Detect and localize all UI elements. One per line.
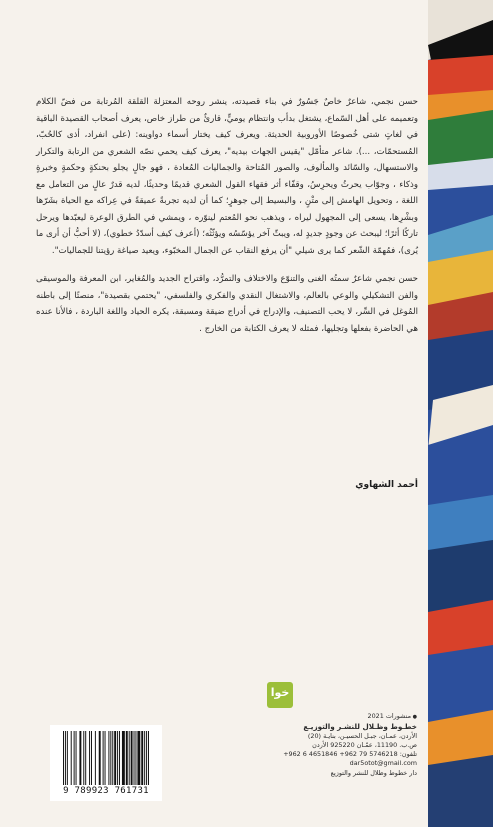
publisher-name: خطـوط وظـلال للنشـر والتوزيـع [303, 722, 417, 732]
barcode-bar [67, 731, 68, 785]
barcode-bar [89, 731, 90, 785]
barcode-icon [63, 731, 149, 785]
publisher-pobox: ص.ب. 11190، عمّـان 925220 الأردن [312, 740, 417, 749]
barcode-bar [126, 731, 128, 785]
publisher-facebook: دار خطوط وظلال للنشر والتوزيع [330, 768, 417, 777]
author-signature: أحمد الشهاوي [355, 480, 418, 490]
publisher-address: الأردن، عمـان، جبـل الحسيـن، بنايـة (20) [307, 731, 417, 740]
barcode-bar [85, 731, 86, 785]
barcode-bar [74, 731, 75, 785]
publisher-logo [267, 682, 293, 708]
abstract-painting [428, 0, 493, 827]
blurb-paragraph-1: حسن نجمي، شاعرٌ خاصٌ جَسُورٌ في بناء قصيدته، ينشر روحه المعتزلة القلقة المُرتابة من فضّ الكلام وتعميمه على أهل السّماع، يشتغل بدأب وانتظام يوميٍّ، قارئٌ من طراز خاص، يعرف أصحاب القصيدة الباقية في لغاتٍ شتى خُصوصًا الأوروبية الحديثة. ويعرف كيف يختار أسماء دواوينه: (على انفراد، أذى كالحُبّ، المُستحمّات، ...). شاعر متأمّل "يقيس الجهات بيديه"، يعرف كيف يحمي نصّه الشعري من الرتابة والتكرار والاستسهال، والسّائد والمألوف، والصور المُتاحة والجماليات المُعادة ، فهو جالٍ يجلو بحنكةٍ وحكمةٍ وخبرةٍ وذكاء ، وجوّاب يحرثُ ويحرِسُ، وقفّاء أثر فقهاء القول الشعري قديمًا وحديثًا، لديه قدرٌ عالٍ من التعامل مع اللغة ، وتحويل الهامش إلى متْنٍ ، والبسيط إلى جوهرٍ؛ كما أن لديه تجربةً عميقةً في عِراكه مع الحياة بشَرّها وبشْرِها، يسعى إلى المجهول ليراه ، ويذهب نحو المُعتم لينوّره ، ويمشي في الطرق الوعرة ليعبّدها ويرحل تاركًا أثرًا؛ ليبحث عن وجودٍ جديدٍ له، ويبثّ آخر يؤسّسُه ويؤثّثُه؛ (أعرف كيف أسدّدُ خطوي)، (لا أحبُّ أن أرى ما يُرى)، فمُهمّة الشّعر كما يرى شيلي "أن يرفع النقاب عن الجمال المخبّوء، ويعيد صياغة رؤيتنا للجماليات". [36, 97, 418, 256]
barcode-bar [76, 731, 77, 785]
isbn-number: 9 789923 761731 [63, 786, 149, 796]
publisher-email: dar5otot@gmail.com [349, 759, 417, 768]
barcode-bar [135, 731, 136, 785]
barcode-bar [103, 731, 104, 785]
barcode-bar [146, 731, 147, 785]
barcode-bar [119, 731, 120, 785]
barcode-bar [108, 731, 109, 785]
barcode-bar [91, 731, 92, 785]
barcode-bar [122, 731, 125, 785]
barcode-bar [63, 731, 64, 785]
cover-artwork-strip [428, 0, 493, 827]
barcode-bar [141, 731, 143, 785]
publisher-logo-mark: خوا [270, 686, 290, 699]
blurb-paragraph-2: حسن نجمي شاعرٌ سمتُه الغنى والتنوّع والاختلاف والتمرُّد، واقتراح الجديد والمُغاير، ابن المعرفة والموسيقى والفن التشكيلي والوعي بالعالم، والاشتغال النقدي والفكري والفلسفي، "يحتمي بقصيدة"، منصتًا إلى باطنه المُوغل في السِّر، لا يحب التصنيف، والإدراج في أدراج ضيقة ومسبقة، يكره الحياد واللغة الباردة ، فالأنا عنده هي الحاضرة بفعلها وتجليها، فمثله لا يعرف الكتابة من الخارج . [36, 274, 418, 334]
publication-year: ● منشورات 2021 [283, 712, 417, 722]
barcode-bar [134, 731, 135, 785]
barcode-bar [65, 731, 66, 785]
barcode-bar [110, 731, 111, 785]
barcode-bar [137, 731, 140, 785]
blurb-text [36, 94, 418, 349]
barcode-bar [112, 731, 113, 785]
barcode-bar [83, 731, 84, 785]
barcode-bar [131, 731, 133, 785]
barcode-bar [79, 731, 81, 785]
barcode-bar [105, 731, 106, 785]
isbn-barcode [50, 725, 162, 801]
barcode-bar [129, 731, 130, 785]
barcode-bar [144, 731, 145, 785]
barcode-bar [95, 731, 96, 785]
barcode-bar [99, 731, 101, 785]
publisher-phone: تلفون: 5746218 79 962+ 4651846 6 962+ [283, 750, 417, 759]
barcode-bar [114, 731, 116, 785]
publisher-imprint [283, 712, 417, 778]
barcode-bar [71, 731, 72, 785]
barcode-bar [117, 731, 118, 785]
barcode-bar [148, 731, 149, 785]
